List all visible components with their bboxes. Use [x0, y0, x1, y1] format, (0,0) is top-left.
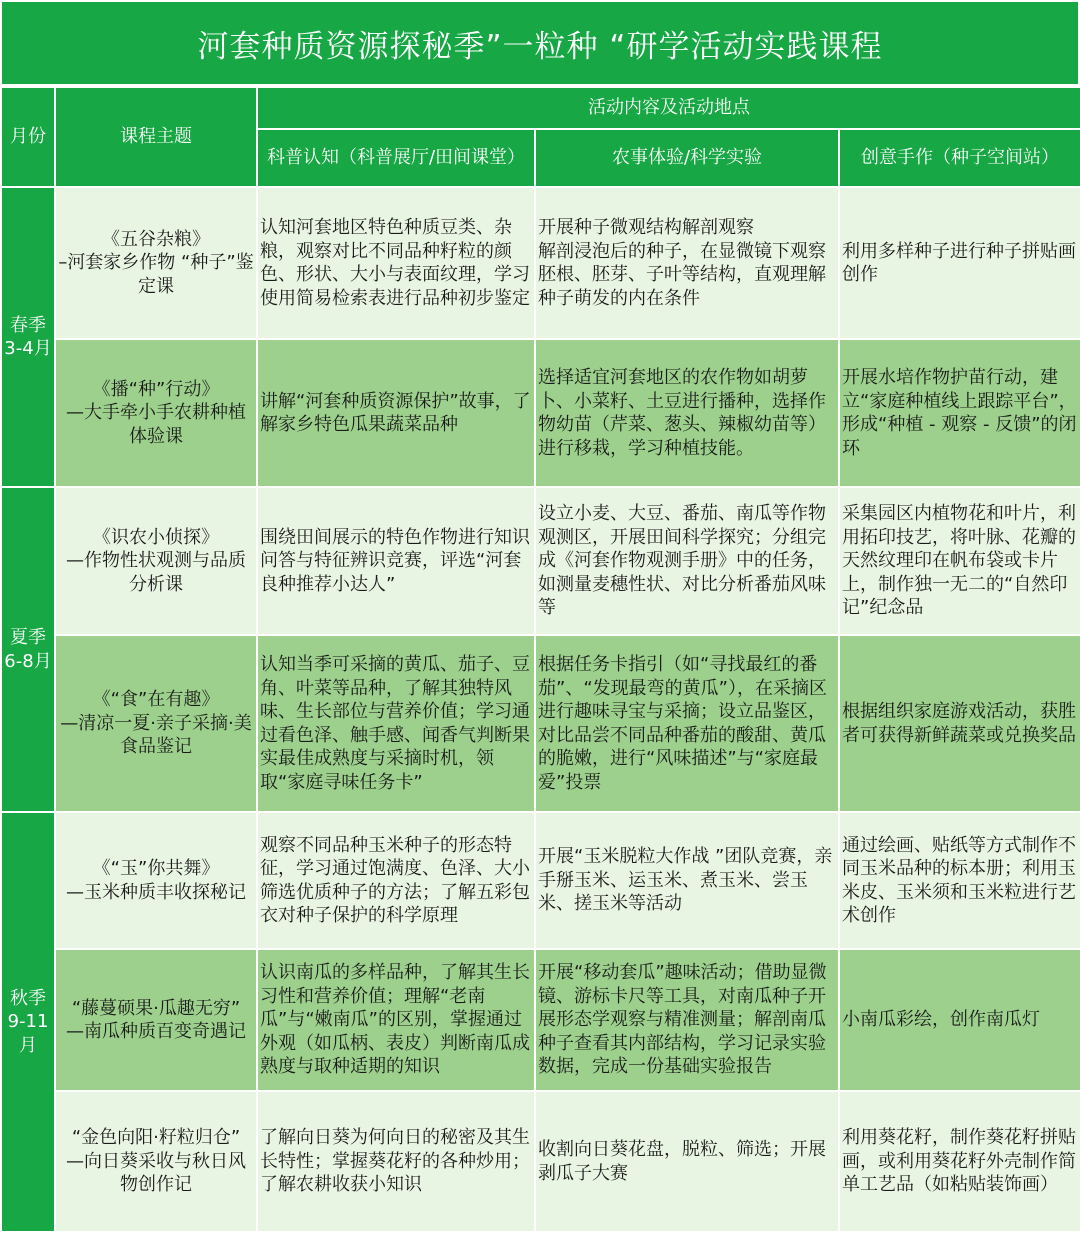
theme-cell: 《“玉”你共舞》 —玉米种质丰收探秘记 [55, 812, 257, 949]
table-row [1, 1091, 1080, 1232]
craft-cell: 利用葵花籽，制作葵花籽拼贴画，或利用葵花籽外壳制作简单工艺品（如粘贴装饰画） [839, 1091, 1080, 1232]
farming-cell: 根据任务卡指引（如“寻找最红的番茄”、“发现最弯的黄瓜”），在采摘区进行趣味寻宝与采摘；设立品鉴区，对比品尝不同品种番茄的酸甜、黄瓜的脆嫩，进行“风味描述”与“家庭最爱”投票 [535, 635, 839, 812]
farming-cell: 设立小麦、大豆、番茄、南瓜等作物观测区，开展田间科学探究；分组完成《河套作物观测手册》中的任务， 如测量麦穗性状、对比分析番茄风味等 [535, 487, 839, 635]
season-months: 9-11月 [7, 1011, 49, 1056]
theme-cell: 《“食”在有趣》 —清凉一夏·亲子采摘·美食品鉴记 [55, 635, 257, 812]
craft-cell: 根据组织家庭游戏活动，获胜者可获得新鲜蔬菜或兑换奖品 [839, 635, 1080, 812]
header-activity: 活动内容及活动地点 [257, 87, 1080, 129]
theme-cell: “藤蔓硕果·瓜趣无穷” —南瓜种质百变奇遇记 [55, 949, 257, 1091]
course-table [0, 86, 1080, 1233]
header-farming: 农事体验/科学实验 [535, 129, 839, 187]
table-row [1, 812, 1080, 949]
table-row [1, 949, 1080, 1091]
header-science: 科普认知（科普展厅/田间课堂） [257, 129, 535, 187]
theme-cell: 《五谷杂粮》 –河套家乡作物 “种子”鉴定课 [55, 187, 257, 339]
craft-cell: 采集园区内植物花和叶片，利用拓印技艺，将叶脉、花瓣的天然纹理印在帆布袋或卡片上，制作独一无二的“自然印记”纪念品 [839, 487, 1080, 635]
season-months: 3-4月 [4, 338, 52, 359]
craft-cell: 利用多样种子进行种子拼贴画创作 [839, 187, 1080, 339]
theme-cell: 《播“种”行动》 —大手牵小手农耕种植体验课 [55, 339, 257, 487]
table-row [1, 635, 1080, 812]
season-name: 秋季 [10, 987, 46, 1009]
season-summer [1, 487, 55, 812]
header-month: 月份 [1, 87, 55, 187]
season-name: 春季 [10, 314, 46, 336]
theme-cell: 《识农小侦探》 —作物性状观测与品质分析课 [55, 487, 257, 635]
season-spring [1, 187, 55, 487]
table-row [1, 487, 1080, 635]
table-row [1, 339, 1080, 487]
season-name: 夏季 [10, 627, 46, 648]
craft-cell: 通过绘画、贴纸等方式制作不同玉米品种的标本册；利用玉米皮、玉米须和玉米粒进行艺术创作 [839, 812, 1080, 949]
science-cell: 认知当季可采摘的黄瓜、茄子、豆角、叶菜等品种，了解其独特风味、生长部位与营养价值；学习通过看色泽、触手感、闻香气判断果实最佳成熟度与采摘时机，领取“家庭寻味任务卡” [257, 635, 535, 812]
farming-cell: 收割向日葵花盘，脱粒、筛选；开展剥瓜子大赛 [535, 1091, 839, 1232]
farming-cell: 开展种子微观结构解剖观察 解剖浸泡后的种子，在显微镜下观察胚根、胚芽、子叶等结构，直观理解种子萌发的内在条件 [535, 187, 839, 339]
season-autumn [1, 812, 55, 1232]
science-cell: 围绕田间展示的特色作物进行知识问答与特征辨识竞赛，评选“河套良种推荐小达人” [257, 487, 535, 635]
farming-cell: 选择适宜河套地区的农作物如胡萝卜、小菜籽、土豆进行播种，选择作物幼苗（芹菜、葱头、辣椒幼苗等）进行移栽，学习种植技能。 [535, 339, 839, 487]
season-months: 6-8月 [4, 650, 52, 672]
craft-cell: 开展水培作物护苗行动，建立“家庭种植线上跟踪平台”，形成“种植 - 观察 - 反馈”的闭环 [839, 339, 1080, 487]
science-cell: 认识南瓜的多样品种，了解其生长习性和营养价值；理解“老南瓜”与“嫩南瓜”的区别，掌握通过外观（如瓜柄、表皮）判断南瓜成熟度与取种适期的知识 [257, 949, 535, 1091]
science-cell: 认知河套地区特色种质豆类、杂粮，观察对比不同品种籽粒的颜色、形状、大小与表面纹理，学习使用简易检索表进行品种初步鉴定 [257, 187, 535, 339]
craft-cell: 小南瓜彩绘，创作南瓜灯 [839, 949, 1080, 1091]
table-row [1, 187, 1080, 339]
page-title: 河套种质资源探秘季”一粒种 “研学活动实践课程 [0, 0, 1080, 86]
theme-cell: “金色向阳·籽粒归仓” —向日葵采收与秋日风物创作记 [55, 1091, 257, 1232]
farming-cell: 开展“玉米脱粒大作战 ”团队竞赛，亲手掰玉米、运玉米、煮玉米、尝玉米、搓玉米等活动 [535, 812, 839, 949]
science-cell: 观察不同品种玉米种子的形态特征，学习通过饱满度、色泽、大小筛选优质种子的方法；了解五彩包衣对种子保护的科学原理 [257, 812, 535, 949]
science-cell: 了解向日葵为何向日的秘密及其生长特性；掌握葵花籽的各种炒用；了解农耕收获小知识 [257, 1091, 535, 1232]
science-cell: 讲解“河套种质资源保护”故事，了解家乡特色瓜果蔬菜品种 [257, 339, 535, 487]
header-theme: 课程主题 [55, 87, 257, 187]
farming-cell: 开展“移动套瓜”趣味活动；借助显微镜、游标卡尺等工具，对南瓜种子开展形态学观察与精准测量；解剖南瓜种子查看其内部结构，学习记录实验数据，完成一份基础实验报告 [535, 949, 839, 1091]
header-craft: 创意手作（种子空间站） [839, 129, 1080, 187]
